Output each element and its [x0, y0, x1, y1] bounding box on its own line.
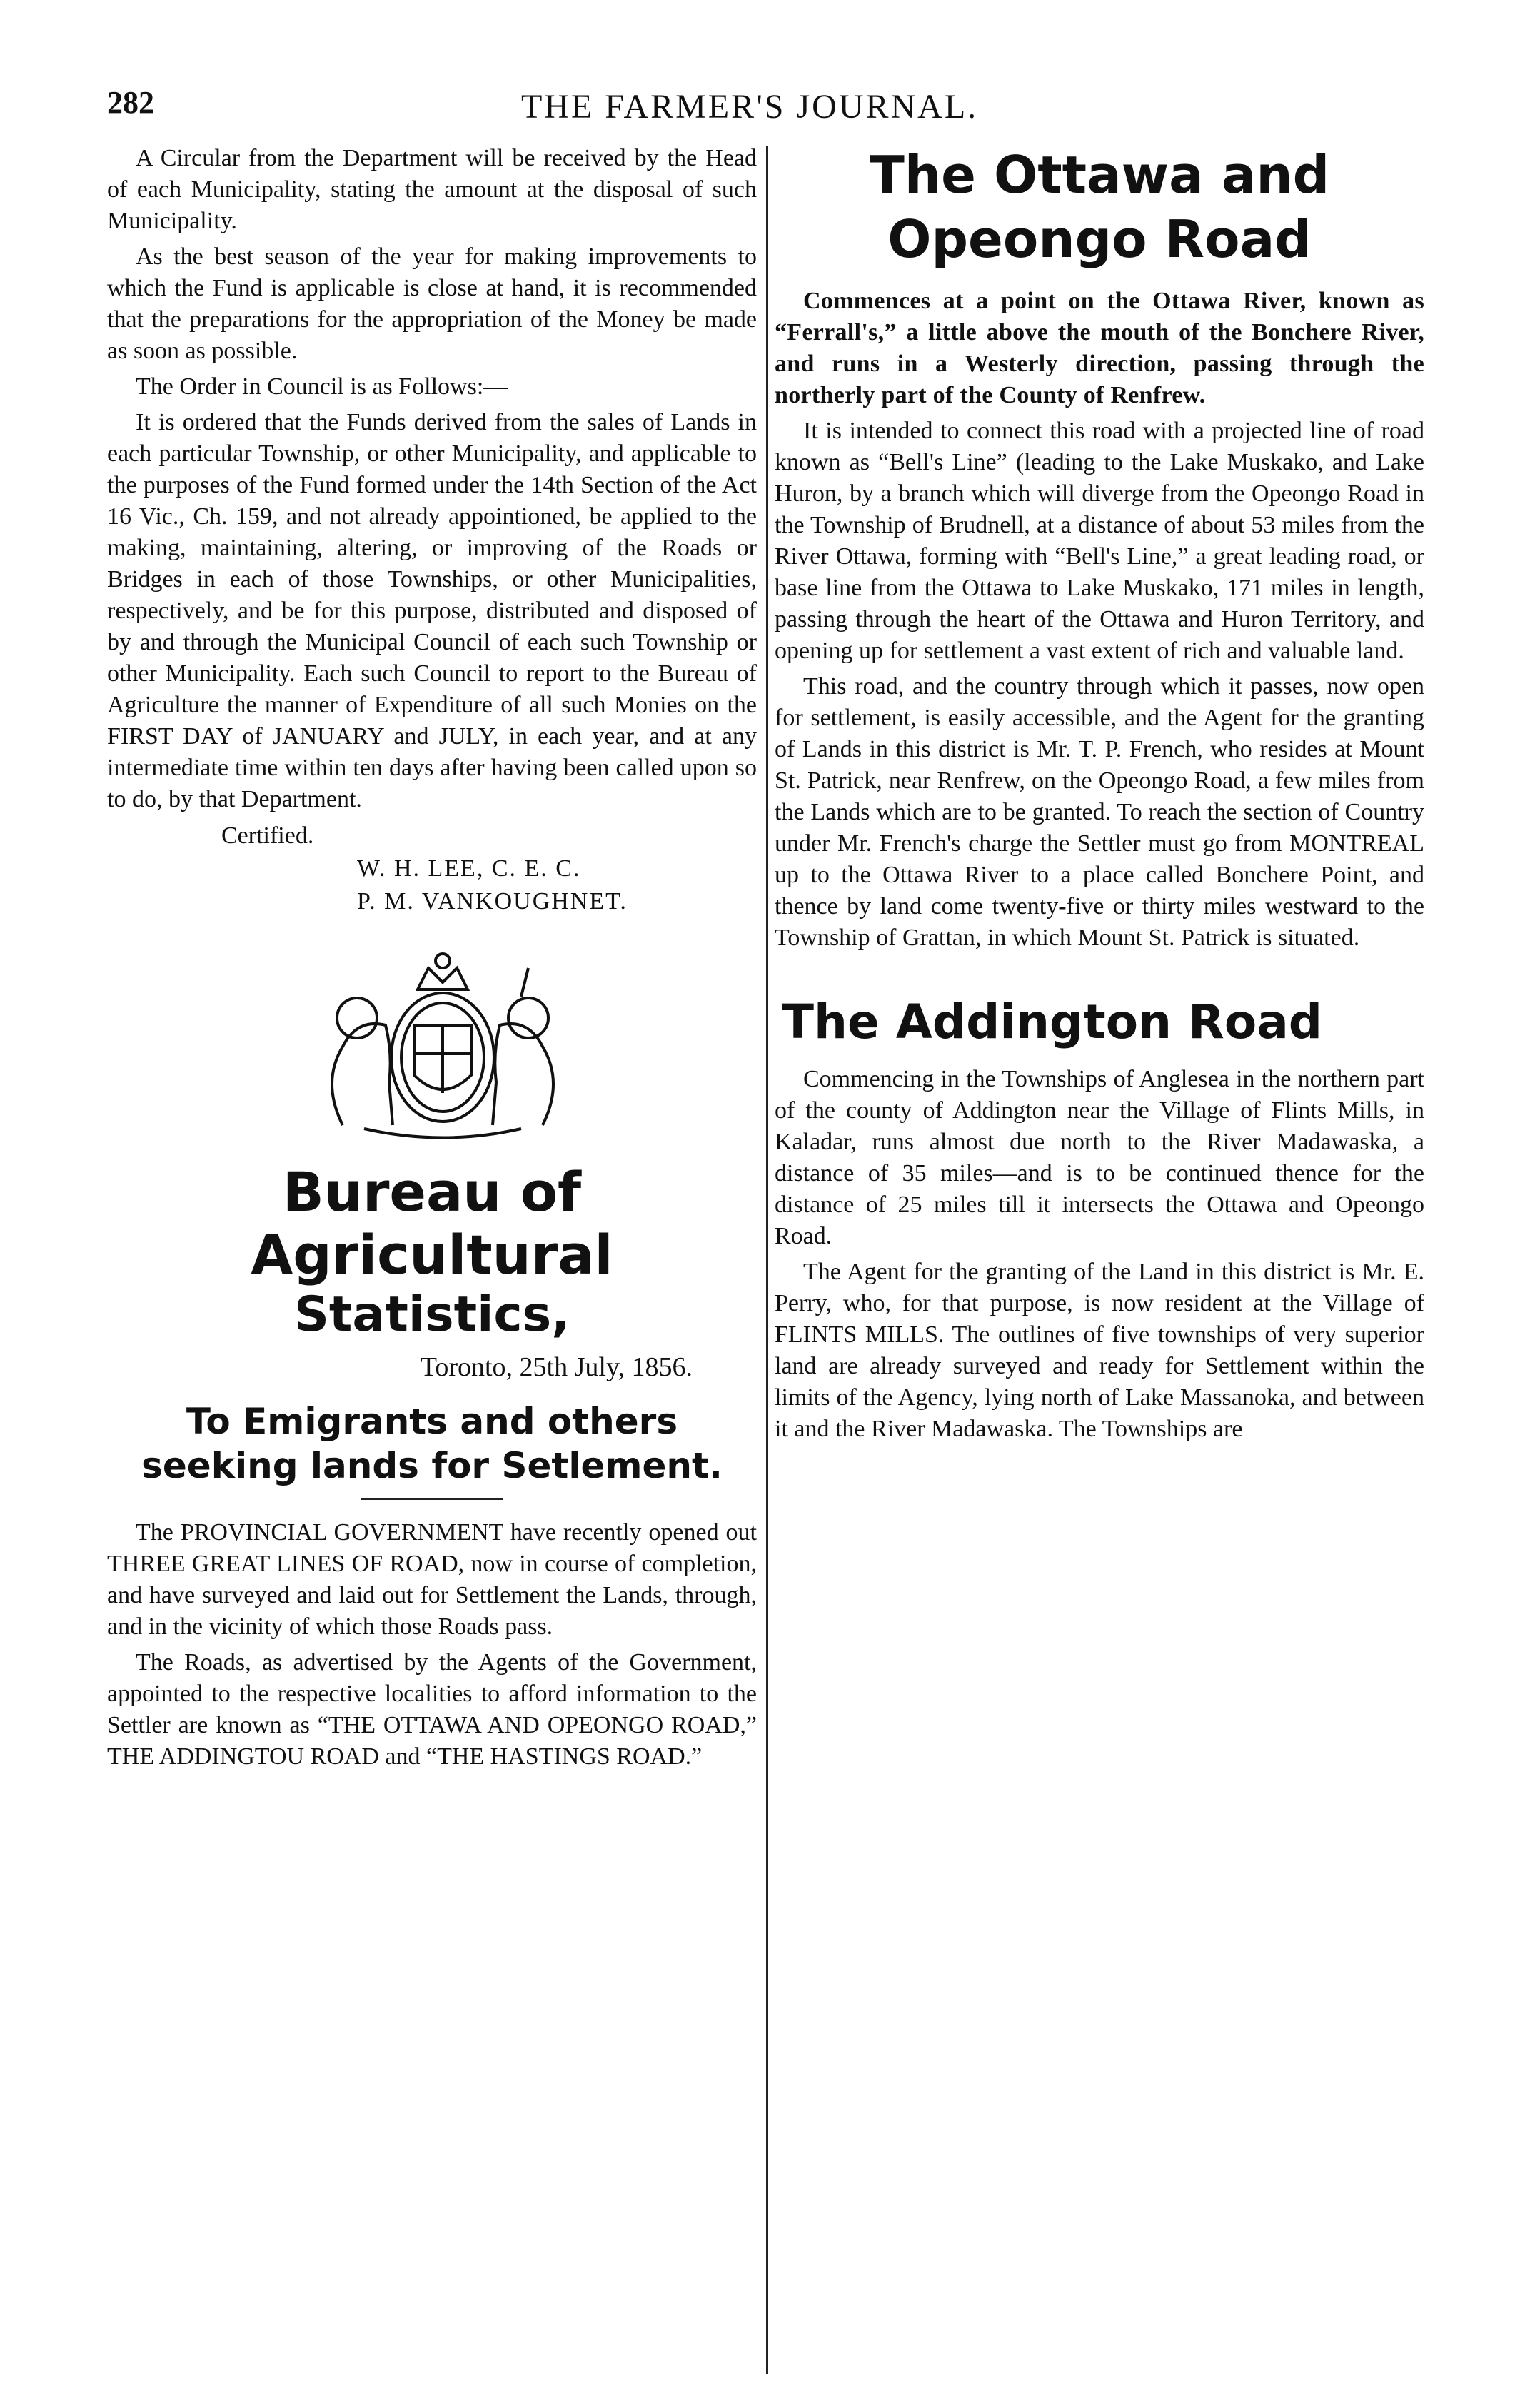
column-divider [766, 146, 768, 2374]
page-number: 282 [107, 85, 154, 120]
body-paragraph: The Roads, as advertised by the Agents of the Government, appointed to the respective localities to afford information to the Settler are known as “THE OTTAWA AND OPEONGO ROAD,” THE ADDINGTOU ROAD and “THE HASTINGS ROAD.” [107, 1649, 757, 1770]
royal-coat-of-arms-icon [264, 939, 621, 1147]
circular-paragraph: A Circular from the Department will be received by the Head of each Municipality, stating the amount at the disposal of such Municipality. [107, 145, 757, 234]
section-rule [361, 1498, 503, 1500]
journal-title: THE FARMER'S JOURNAL. [521, 88, 979, 126]
left-column [107, 143, 757, 1777]
emigrants-heading: To Emigrants and others seeking lands for Setlement. [141, 1401, 723, 1486]
ottawa-opeongo-heading: The Ottawa and Opeongo Road [869, 145, 1330, 269]
order-in-council-text: It is ordered that the Funds derived from the sales of Lands in each particular Township, or other Municipality, and applicable to the purposes of the Fund formed under the 14th Section of the Act 16 Vic., Ch. 159, and not already appointioned, be applied to the making, maintaining, altering, or improving of the Roads or Bridges in each of those Townships, or other Municipalities, respectively, and be for this purpose, distributed and disposed of by and through the Municipal Council of each such Township or other Municipality. Each such Council to report to the Bureau of Agriculture the manner of Expenditure of all such Monies on the FIRST DAY of JANUARY and JULY, in each year, and at any intermediate time within ten days after having been called upon so to do, by that Department. [107, 409, 757, 812]
certified-label: Certified. [221, 822, 314, 849]
signer-lee: W. H. LEE, C. E. C. [357, 855, 581, 882]
dateline: Toronto, 25th July, 1856. [420, 1352, 693, 1382]
ottawa-paragraph: It is intended to connect this road with a projected line of road known as “Bell's Line” (leading to the Lake Muskako, and Lake Huron, by a branch which will diverge from the Opeongo Road in the Township of Brudnell, at a distance of about 53 miles from the River Ottawa, forming with “Bell's Line,” a great leading road, or base line from the Ottawa to Lake Muskako, 171 miles in length, passing through the heart of the Ottawa and Huron Territory, and opening up for settlement a vast extent of rich and valuable land. [775, 418, 1424, 664]
right-column [775, 143, 1424, 1449]
bureau-title: Bureau of Agricultural [251, 1160, 613, 1286]
signer-vankoughnet: P. M. VANKOUGHNET. [357, 888, 628, 915]
ottawa-paragraph: Commences at a point on the Ottawa River, known as “Ferrall's,” a little above the mouth of the Bonchere River, and runs in a Westerly direction, passing through the northerly part of the County of Renfrew. [775, 288, 1424, 408]
addington-paragraph: The Agent for the granting of the Land in this district is Mr. E. Perry, who, for that purpose, is now resident at the Village of FLINTS MILLS. The outlines of five townships of very superior land are already surveyed and ready for Settlement within the limits of the Agency, lying north of Lake Massanoka, and between it and the River Madawaska. The Townships are [775, 1259, 1424, 1442]
circular-paragraph: The Order in Council is as Follows:— [136, 373, 508, 400]
addington-paragraph: Commencing in the Townships of Anglesea in the northern part of the county of Addington near the Village of Flints Mills, in Kaladar, runs almost due north to the River Madawaska, a distance of 35 miles—and is to be continued thence for the distance of 25 miles till it intersects the Ottawa and Opeongo Road. [775, 1066, 1424, 1249]
body-paragraph: The PROVINCIAL GOVERNMENT have recently opened out THREE GREAT LINES OF ROAD, now in course of completion, and have surveyed and laid out for Settlement the Lands, through, and in the vicinity of which those Roads pass. [107, 1519, 757, 1640]
bureau-subtitle: Statistics, [293, 1286, 570, 1343]
page-header [107, 84, 1435, 134]
addington-road-heading: The Addington Road [782, 994, 1322, 1049]
circular-paragraph: As the best season of the year for making improvements to which the Fund is applicable is close at hand, it is recommended that the preparations for the appropriation of the Money be made as soon as possible. [107, 243, 757, 364]
ottawa-paragraph: This road, and the country through which it passes, now open for settlement, is easily accessible, and the Agent for the granting of Lands in this district is Mr. T. P. French, who resides at Mount St. Patrick, near Renfrew, on the Opeongo Road, a few miles from the Lands which are to be granted. To reach the section of Country under Mr. French's charge the Settler must go from MONTREAL up to the Ottawa River to a place called Bonchere Point, and thence by land come twenty-five or thirty miles westward to the Township of Grattan, in which Mount St. Patrick is situated. [775, 673, 1424, 951]
